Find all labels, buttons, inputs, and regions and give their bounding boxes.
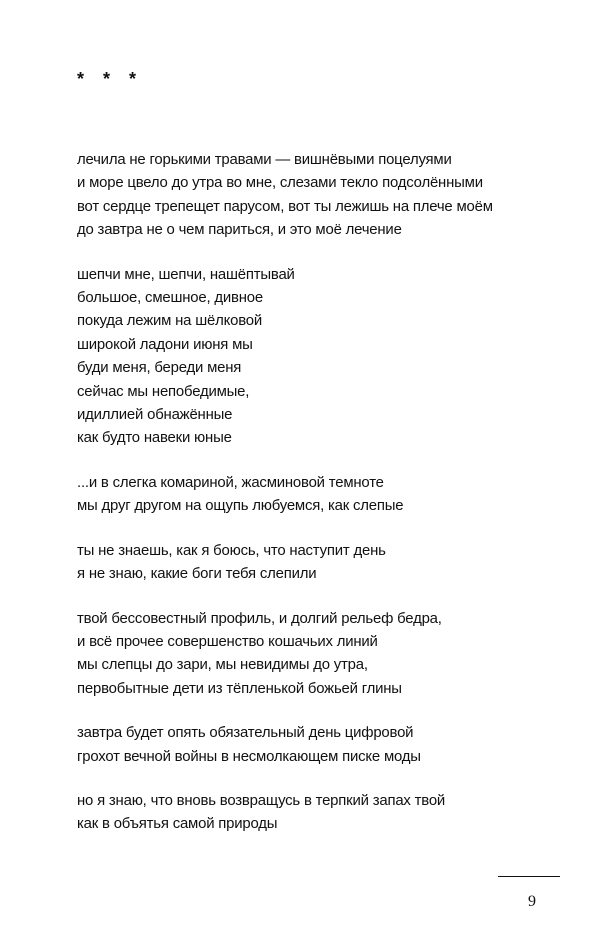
poem-line: ты не знаешь, как я боюсь, что наступит день (77, 541, 386, 559)
poem-line: как в объятья самой природы (77, 815, 278, 833)
poem-line: первобытные дети из тёпленькой божьей глины (77, 679, 402, 697)
poem-line: как будто навеки юные (77, 429, 232, 447)
stanza (77, 539, 577, 586)
poem-line: и море цвело до утра во мне, слезами текло подсолёнными (77, 174, 483, 192)
poem-line: твой бессовестный профиль, и долгий рельеф бедра, (77, 609, 442, 627)
poem-line: вот сердце трепещет парусом, вот ты лежишь на плече моём (77, 197, 493, 215)
poem-body (77, 148, 577, 836)
poem-line: буди меня, береди меня (77, 359, 242, 377)
stanza-gap (77, 586, 577, 607)
stanza-gap (77, 700, 577, 721)
stanza (77, 789, 577, 836)
poem-line: покуда лежим на шёлковой (77, 312, 262, 330)
poem-line: сейчас мы непобедимые, (77, 382, 250, 400)
poem-line: грохот вечной войны в несмолкающем писке моды (77, 747, 421, 765)
poem-line: но я знаю, что вновь возвращусь в терпкий запах твой (77, 791, 446, 809)
poem-line: лечила не горькими травами — вишнёвыми поцелуями (77, 151, 452, 168)
stanza-gap (77, 242, 577, 263)
stanza (77, 263, 577, 450)
stanza (77, 148, 577, 242)
poem-line: шепчи мне, шепчи, нашёптывай (77, 265, 295, 283)
page-number: 9 (528, 893, 536, 910)
poem-line: ...и в слегка комариной, жасминовой темноте (77, 473, 384, 491)
stanza (77, 721, 577, 768)
stanza-gap (77, 768, 577, 789)
stanza-gap (77, 518, 577, 539)
stanza (77, 607, 577, 701)
poem-line: идиллией обнажённые (77, 406, 233, 424)
poem-line: мы друг другом на ощупь любуемся, как слепые (77, 497, 404, 515)
poem-line: мы слепцы до зари, мы невидимы до утра, (77, 656, 368, 674)
poem-line: до завтра не о чем париться, и это моё лечение (77, 221, 402, 239)
poem-line: я не знаю, какие боги тебя слепили (77, 565, 317, 583)
poem-line: широкой ладони июня мы (77, 335, 253, 353)
section-asterisks: * * * (77, 69, 144, 89)
footer-rule (498, 876, 560, 877)
stanza-gap (77, 450, 577, 471)
poem-line: большое, смешное, дивное (77, 289, 263, 307)
poem-line: завтра будет опять обязательный день цифровой (77, 724, 414, 742)
poem-line: и всё прочее совершенство кошачьих линий (77, 632, 378, 650)
stanza (77, 471, 577, 518)
